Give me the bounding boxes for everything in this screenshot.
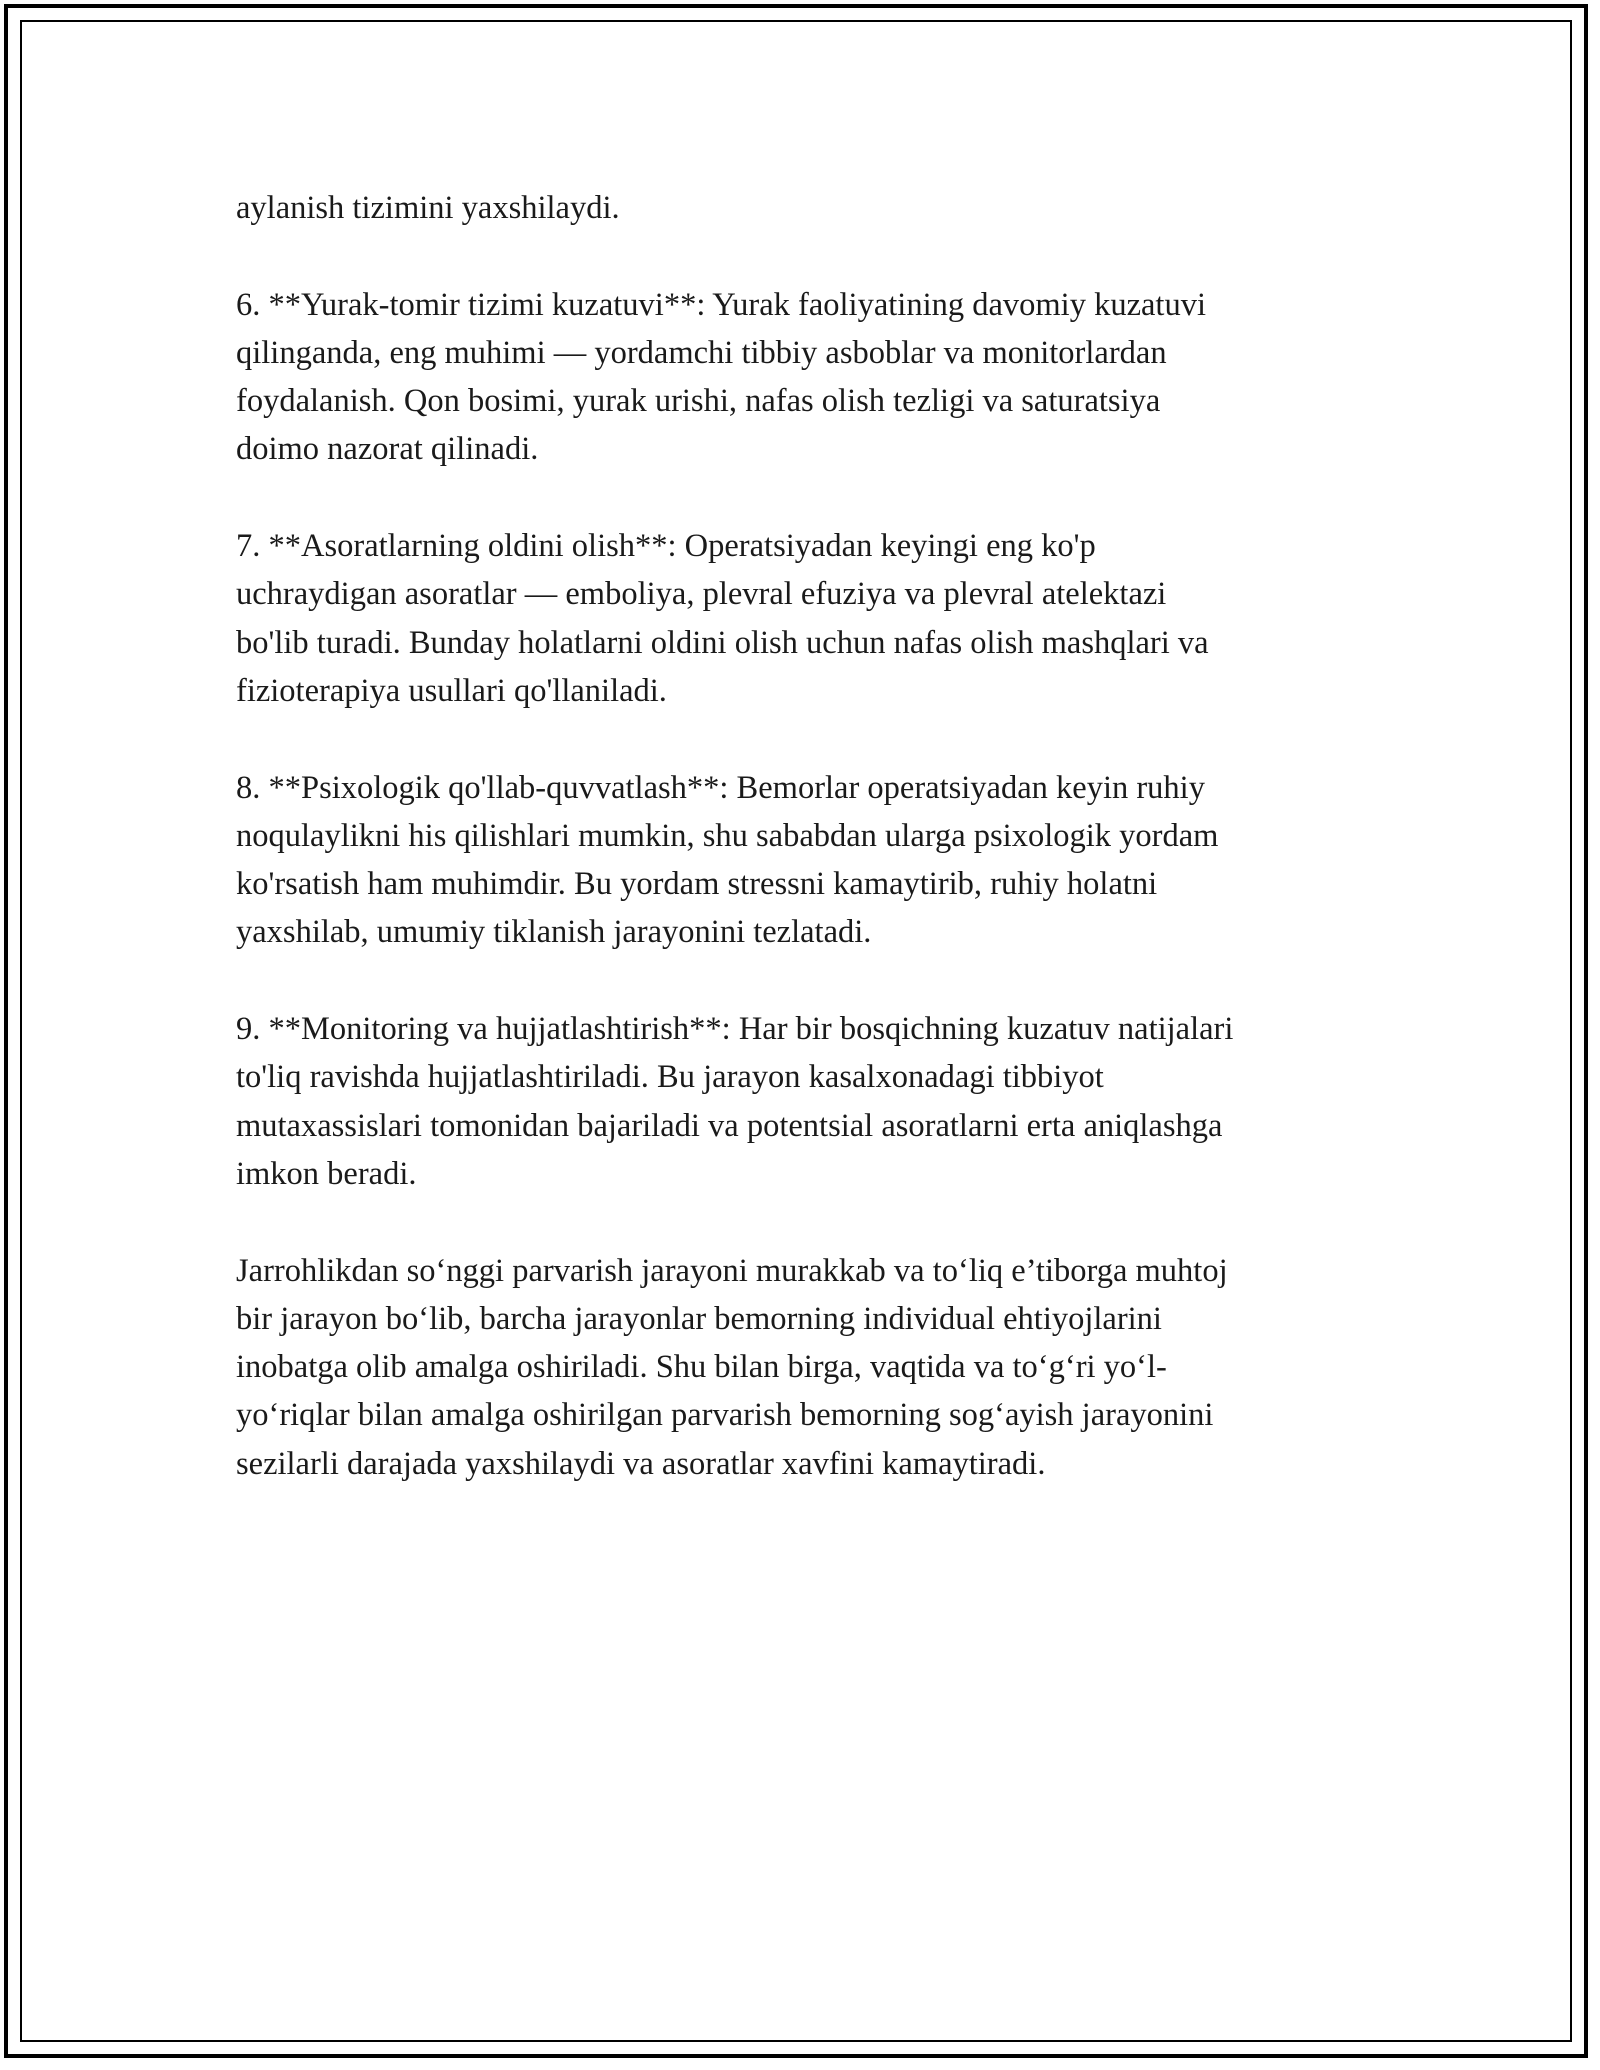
paragraph-item-7 bbox=[236, 522, 1366, 715]
text-line: uchraydigan asoratlar — emboliya, plevral efuziya va plevral atelektazi bbox=[236, 576, 1167, 613]
paragraph-intro-tail bbox=[236, 184, 1366, 232]
text-line: qilinganda, eng muhimi — yordamchi tibbiy asboblar va monitorlardan bbox=[236, 334, 1167, 371]
text-line: doimo nazorat qilinadi. bbox=[236, 431, 539, 468]
text-line: mutaxassislari tomonidan bajariladi va potentsial asoratlarni erta aniqlashga bbox=[236, 1107, 1223, 1144]
text-line: 9. **Monitoring va hujjatlashtirish**: Har bir bosqichning kuzatuv natijalari bbox=[236, 1011, 1234, 1048]
text-line: to'liq ravishda hujjatlashtiriladi. Bu jarayon kasalxonadagi tibbiyot bbox=[236, 1059, 1104, 1096]
text-line: yo‘riqlar bilan amalga oshirilgan parvarish bemorning sog‘ayish jarayonini bbox=[236, 1397, 1214, 1434]
text-line: noqulaylikni his qilishlari mumkin, shu sababdan ularga psixologik yordam bbox=[236, 817, 1219, 854]
text-line: Jarrohlikdan so‘nggi parvarish jarayoni murakkab va to‘liq e’tiborga muhtoj bbox=[236, 1252, 1228, 1289]
text-line: foydalanish. Qon bosimi, yurak urishi, nafas olish tezligi va saturatsiya bbox=[236, 383, 1161, 420]
paragraph-conclusion bbox=[236, 1247, 1366, 1488]
text-line: 8. **Psixologik qo'llab-quvvatlash**: Bemorlar operatsiyadan keyin ruhiy bbox=[236, 769, 1205, 806]
text-line: inobatga olib amalga oshiriladi. Shu bilan birga, vaqtida va to‘g‘ri yo‘l- bbox=[236, 1349, 1167, 1386]
paragraph-item-6 bbox=[236, 281, 1366, 474]
paragraph-item-8 bbox=[236, 764, 1366, 957]
text-line: yaxshilab, umumiy tiklanish jarayonini tezlatadi. bbox=[236, 914, 872, 951]
text-line: ko'rsatish ham muhimdir. Bu yordam stressni kamaytirib, ruhiy holatni bbox=[236, 866, 1158, 903]
text-line: imkon beradi. bbox=[236, 1155, 417, 1192]
text-line: 6. **Yurak-tomir tizimi kuzatuvi**: Yurak faoliyatining davomiy kuzatuvi bbox=[236, 286, 1206, 323]
text-line: aylanish tizimini yaxshilaydi. bbox=[236, 190, 620, 226]
text-line: 7. **Asoratlarning oldini olish**: Operatsiyadan keyingi eng ko'p bbox=[236, 528, 1096, 565]
text-line: sezilarli darajada yaxshilaydi va asoratlar xavfini kamaytiradi. bbox=[236, 1445, 1046, 1482]
text-line: bir jarayon bo‘lib, barcha jarayonlar bemorning individual ehtiyojlarini bbox=[236, 1300, 1162, 1337]
paragraph-item-9 bbox=[236, 1005, 1366, 1198]
text-line: fizioterapiya usullari qo'llaniladi. bbox=[236, 672, 667, 709]
document-body bbox=[236, 184, 1366, 1536]
text-line: bo'lib turadi. Bunday holatlarni oldini olish uchun nafas olish mashqlari va bbox=[236, 624, 1209, 661]
